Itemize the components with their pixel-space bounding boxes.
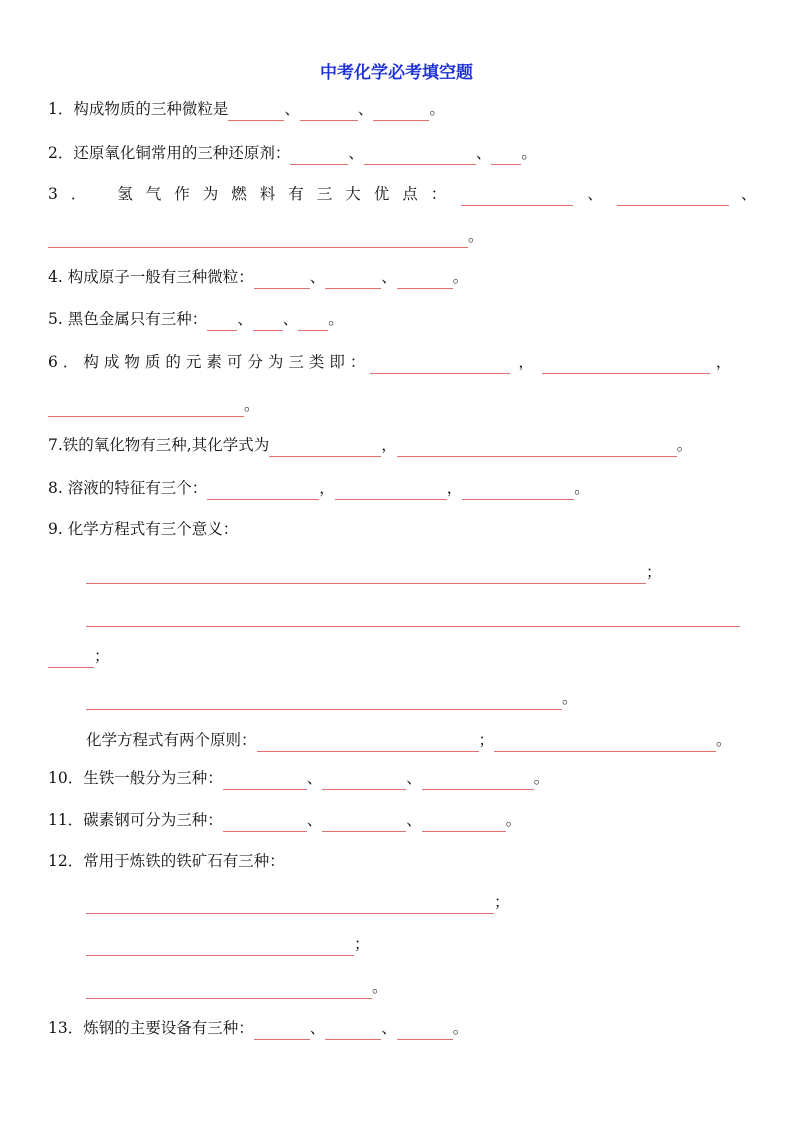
question-12-ore-2 [86, 932, 370, 956]
question-7 [48, 433, 692, 457]
separator: 、 [587, 185, 603, 203]
question-3-cont [48, 224, 484, 248]
question-5 [48, 307, 344, 331]
end-mark: 。 [244, 396, 260, 414]
end-mark: 。 [716, 731, 732, 749]
end-mark: 。 [533, 769, 550, 787]
blank-5-2[interactable] [253, 312, 283, 331]
separator: ， [319, 479, 335, 497]
separator: 、 [740, 185, 757, 203]
blank-13-2[interactable] [325, 1021, 381, 1040]
blank-1-1[interactable] [228, 102, 284, 121]
blank-9-2-cont[interactable] [48, 649, 94, 668]
blank-9-4[interactable] [257, 733, 479, 752]
blank-5-1[interactable] [207, 312, 237, 331]
question-10 [48, 766, 549, 790]
blank-8-1[interactable] [207, 481, 319, 500]
blank-6-3[interactable] [48, 398, 244, 417]
blank-6-2[interactable] [542, 355, 710, 374]
blank-12-2[interactable] [86, 937, 354, 956]
blank-10-1[interactable] [223, 771, 307, 790]
blank-11-1[interactable] [223, 813, 307, 832]
blank-1-2[interactable] [300, 102, 358, 121]
question-9-meaning-2-cont [48, 644, 110, 668]
separator: ， [518, 353, 534, 371]
blank-9-5[interactable] [494, 733, 716, 752]
blank-2-2[interactable] [364, 146, 476, 165]
separator: 、 [309, 1019, 326, 1037]
blank-7-1[interactable] [269, 438, 381, 457]
blank-3-1[interactable] [461, 187, 573, 206]
end-mark: 。 [452, 268, 469, 286]
end-mark: 。 [562, 689, 578, 707]
separator: ， [381, 436, 397, 454]
separator: 、 [284, 100, 300, 118]
separator: ， [715, 353, 732, 371]
question-9-meaning-3 [86, 686, 578, 710]
question-5-text: 5. 黑色金属只有三种： [48, 310, 208, 328]
blank-9-2[interactable] [86, 608, 740, 627]
separator: 、 [381, 268, 397, 286]
question-1-text: 1．构成物质的三种微粒是 [48, 100, 229, 118]
blank-11-3[interactable] [422, 813, 506, 832]
question-7-text: 7.铁的氧化物有三种,其化学式为 [48, 436, 270, 454]
blank-5-3[interactable] [298, 312, 328, 331]
question-11 [48, 808, 521, 832]
separator: ， [446, 479, 463, 497]
blank-8-3[interactable] [462, 481, 574, 500]
semicolon: ； [354, 935, 370, 953]
end-mark: 。 [328, 310, 344, 328]
end-mark: 。 [521, 144, 537, 162]
blank-13-1[interactable] [254, 1021, 310, 1040]
question-9 [48, 517, 238, 541]
blank-1-3[interactable] [373, 102, 429, 121]
separator: 、 [306, 811, 323, 829]
blank-9-3[interactable] [86, 691, 562, 710]
question-10-text: 10．生铁一般分为三种： [48, 769, 223, 787]
question-12-ore-3 [86, 975, 388, 999]
question-8-text: 8. 溶液的特征有三个： [48, 479, 208, 497]
semicolon: ； [94, 647, 110, 665]
question-6-text: 6．构成物质的元素可分为三类即： [48, 353, 371, 371]
end-mark: 。 [505, 811, 522, 829]
question-11-text: 11．碳素钢可分为三种： [48, 811, 223, 829]
blank-10-3[interactable] [422, 771, 534, 790]
separator: 、 [406, 811, 422, 829]
blank-12-1[interactable] [86, 895, 494, 914]
blank-11-2[interactable] [322, 813, 406, 832]
end-mark: 。 [429, 100, 445, 118]
question-12-text: 12．常用于炼铁的铁矿石有三种： [48, 852, 285, 870]
blank-6-1[interactable] [370, 355, 510, 374]
question-13 [48, 1016, 468, 1040]
end-mark: 。 [372, 978, 388, 996]
separator: 、 [381, 1019, 397, 1037]
page-title: 中考化学必考填空题 [320, 63, 473, 83]
end-mark: 。 [676, 436, 693, 454]
question-4 [48, 265, 468, 289]
separator: 、 [282, 310, 299, 328]
blank-2-3[interactable] [491, 146, 521, 165]
separator: 、 [406, 769, 422, 787]
question-8 [48, 476, 590, 500]
question-6 [48, 350, 731, 374]
blank-2-1[interactable] [290, 146, 348, 165]
separator: 、 [306, 769, 323, 787]
blank-7-2[interactable] [397, 438, 677, 457]
end-mark: 。 [452, 1019, 469, 1037]
blank-4-3[interactable] [397, 270, 453, 289]
separator: 、 [309, 268, 326, 286]
separator: 、 [475, 144, 492, 162]
question-6-cont [48, 393, 260, 417]
blank-13-3[interactable] [397, 1021, 453, 1040]
question-4-text: 4. 构成原子一般有三种微粒： [48, 268, 254, 286]
question-2 [48, 141, 537, 165]
question-3 [48, 182, 756, 206]
question-12 [48, 849, 285, 873]
end-mark: 。 [468, 227, 484, 245]
question-9-principles [86, 728, 732, 752]
semicolon: ； [494, 893, 510, 911]
question-3-text: 3． 氢气作为燃料有三大优点： [48, 185, 460, 203]
blank-8-2[interactable] [335, 481, 447, 500]
question-9-principle-text: 化学方程式有两个原则： [86, 731, 257, 749]
blank-10-2[interactable] [322, 771, 406, 790]
blank-3-3[interactable] [48, 229, 468, 248]
separator: 、 [348, 144, 364, 162]
blank-3-2[interactable] [617, 187, 729, 206]
separator: 、 [237, 310, 253, 328]
question-12-ore-1 [86, 890, 510, 914]
question-9-text: 9. 化学方程式有三个意义： [48, 520, 239, 538]
blank-9-1[interactable] [86, 565, 646, 584]
semicolon: ； [646, 563, 662, 581]
blank-4-2[interactable] [325, 270, 381, 289]
question-9-meaning-1 [86, 560, 662, 584]
question-13-text: 13．炼钢的主要设备有三种： [48, 1019, 254, 1037]
end-mark: 。 [574, 479, 590, 497]
question-1 [48, 97, 445, 121]
blank-4-1[interactable] [254, 270, 310, 289]
blank-12-3[interactable] [86, 980, 372, 999]
semicolon: ； [478, 731, 495, 749]
separator: 、 [357, 100, 374, 118]
question-2-text: 2．还原氧化铜常用的三种还原剂： [48, 144, 291, 162]
question-9-meaning-2 [86, 603, 740, 627]
